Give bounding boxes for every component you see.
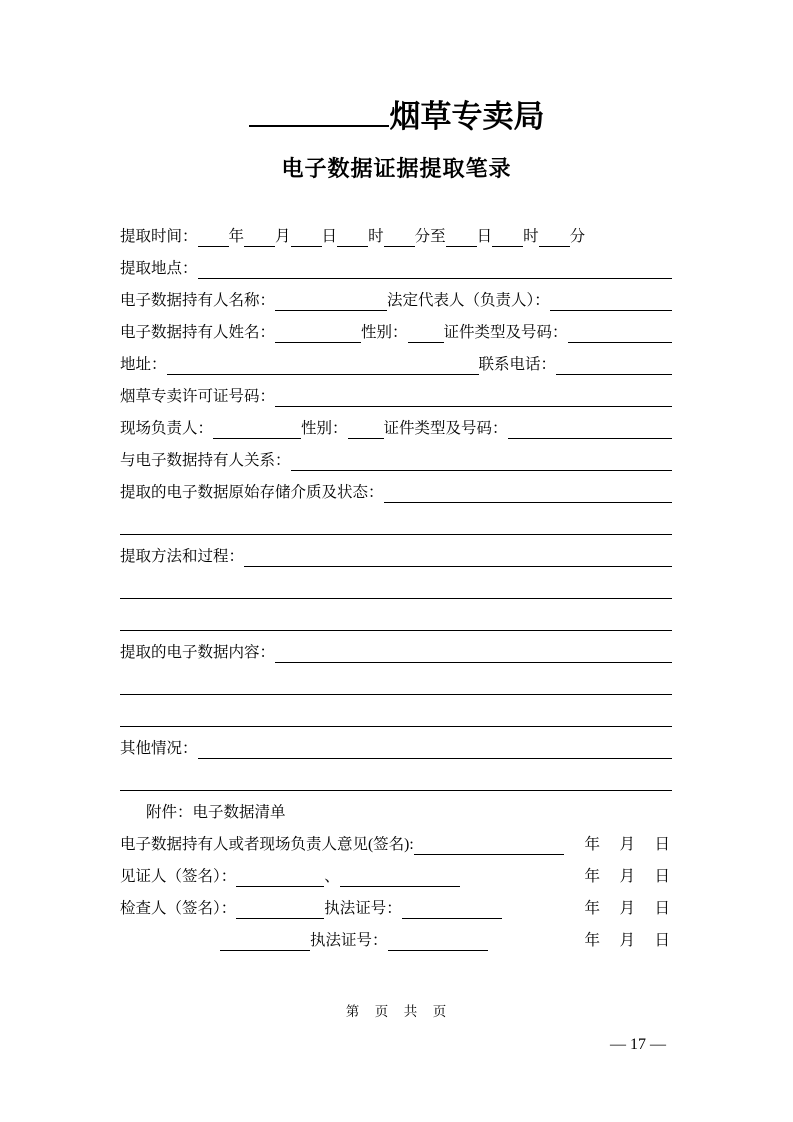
page-number: — 17 —	[610, 1036, 666, 1053]
form-row	[120, 279, 672, 311]
field-label: 性别：	[361, 323, 408, 341]
form-row	[120, 887, 672, 919]
blank-field	[120, 628, 672, 631]
form-row	[120, 471, 672, 503]
form-row	[120, 663, 672, 695]
date-ymd-label: 年 月 日	[584, 835, 672, 853]
blank-field	[198, 244, 229, 247]
form-row	[120, 503, 672, 535]
blank-field	[213, 436, 301, 439]
form-row	[120, 695, 672, 727]
blank-field	[291, 468, 672, 471]
form-rows	[120, 215, 672, 951]
field-label: 见证人（签名）：	[120, 867, 237, 885]
form-row	[120, 855, 672, 887]
blank-field	[167, 372, 479, 375]
blank-field	[275, 308, 387, 311]
blank-field	[275, 660, 672, 663]
field-label: 烟草专卖许可证号码：	[120, 387, 276, 405]
blank-field	[120, 788, 672, 791]
bureau-title-line	[0, 98, 793, 137]
field-label: 法定代表人（负责人）：	[387, 291, 550, 309]
document-header	[0, 98, 793, 183]
blank-field	[236, 884, 324, 887]
field-label: 提取的电子数据内容：	[120, 643, 276, 661]
field-label: 地址：	[120, 355, 167, 373]
form-row	[120, 247, 672, 279]
field-label: 提取地点：	[120, 259, 198, 277]
field-label: 联系电话：	[478, 355, 557, 373]
date-ymd-label: 年 月 日	[584, 931, 672, 949]
date-ymd-label: 年 月 日	[584, 899, 672, 917]
field-label: 时	[523, 227, 539, 245]
blank-field	[384, 244, 415, 247]
field-label: 证件类型及号码：	[383, 419, 508, 437]
blank-field	[337, 244, 368, 247]
blank-field	[244, 244, 275, 247]
bureau-title: 烟草专卖局	[389, 99, 545, 134]
date-ymd-label: 年 月 日	[584, 867, 672, 885]
blank-field	[568, 340, 672, 343]
field-label: 其他情况：	[120, 739, 198, 757]
document-title: 电子数据证据提取笔录	[281, 155, 512, 181]
form-row	[120, 599, 672, 631]
spacer	[488, 950, 585, 951]
field-label: 、	[324, 867, 340, 885]
field-label: 与电子数据持有人关系：	[120, 451, 291, 469]
spacer	[460, 886, 585, 887]
spacer	[502, 918, 585, 919]
blank-field	[198, 756, 672, 759]
field-label: 证件类型及号码：	[443, 323, 568, 341]
form-row	[120, 215, 672, 247]
blank-field	[120, 724, 672, 727]
bureau-name-blank	[249, 123, 389, 127]
blank-field	[446, 244, 477, 247]
blank-field	[414, 852, 564, 855]
field-label: 附件：电子数据清单	[146, 803, 286, 821]
field-label: 分至	[414, 227, 446, 245]
blank-field	[556, 372, 672, 375]
blank-field	[539, 244, 570, 247]
blank-field	[550, 308, 672, 311]
blank-field	[388, 948, 488, 951]
blank-field	[275, 340, 361, 343]
form-row	[120, 535, 672, 567]
spacer	[564, 854, 585, 855]
blank-field	[198, 276, 672, 279]
blank-field	[408, 340, 444, 343]
field-label: 执法证号：	[310, 931, 388, 949]
form-row	[120, 823, 672, 855]
field-label: 电子数据持有人或者现场负责人意见(签名):	[120, 835, 414, 853]
blank-field	[340, 884, 460, 887]
form-row	[120, 919, 672, 951]
field-label: 分	[569, 227, 586, 245]
field-label: 提取时间：	[120, 227, 198, 245]
form-row	[120, 727, 672, 759]
field-label: 时	[368, 227, 384, 245]
field-label: 性别：	[301, 419, 348, 437]
field-label: 执法证号：	[324, 899, 402, 917]
field-label: 现场负责人：	[120, 419, 214, 437]
blank-field	[236, 916, 324, 919]
field-label: 电子数据持有人姓名：	[120, 323, 276, 341]
form-row	[120, 343, 672, 375]
field-label: 提取的电子数据原始存储介质及状态：	[120, 483, 384, 501]
blank-field	[402, 916, 502, 919]
form-row	[120, 791, 672, 823]
form-row	[120, 631, 672, 663]
page-count-label: 第 页 共 页	[345, 1004, 448, 1019]
form-row	[120, 759, 672, 791]
field-label: 提取方法和过程：	[120, 547, 245, 565]
spacer	[120, 950, 220, 951]
field-label: 日	[321, 227, 338, 245]
form-row	[120, 439, 672, 471]
form-row	[120, 567, 672, 599]
form-row	[120, 375, 672, 407]
blank-field	[244, 564, 672, 567]
blank-field	[220, 948, 310, 951]
blank-field	[492, 244, 523, 247]
field-label: 日	[476, 227, 493, 245]
field-label: 电子数据持有人名称：	[120, 291, 276, 309]
field-label: 检查人（签名）：	[120, 899, 237, 917]
blank-field	[384, 500, 672, 503]
form-row	[120, 407, 672, 439]
field-label: 月	[275, 227, 291, 245]
blank-field	[120, 692, 672, 695]
blank-field	[275, 404, 672, 407]
field-label: 年	[228, 227, 245, 245]
blank-field	[291, 244, 322, 247]
blank-field	[120, 596, 672, 599]
blank-field	[348, 436, 384, 439]
form-row	[120, 311, 672, 343]
blank-field	[120, 532, 672, 535]
blank-field	[508, 436, 672, 439]
